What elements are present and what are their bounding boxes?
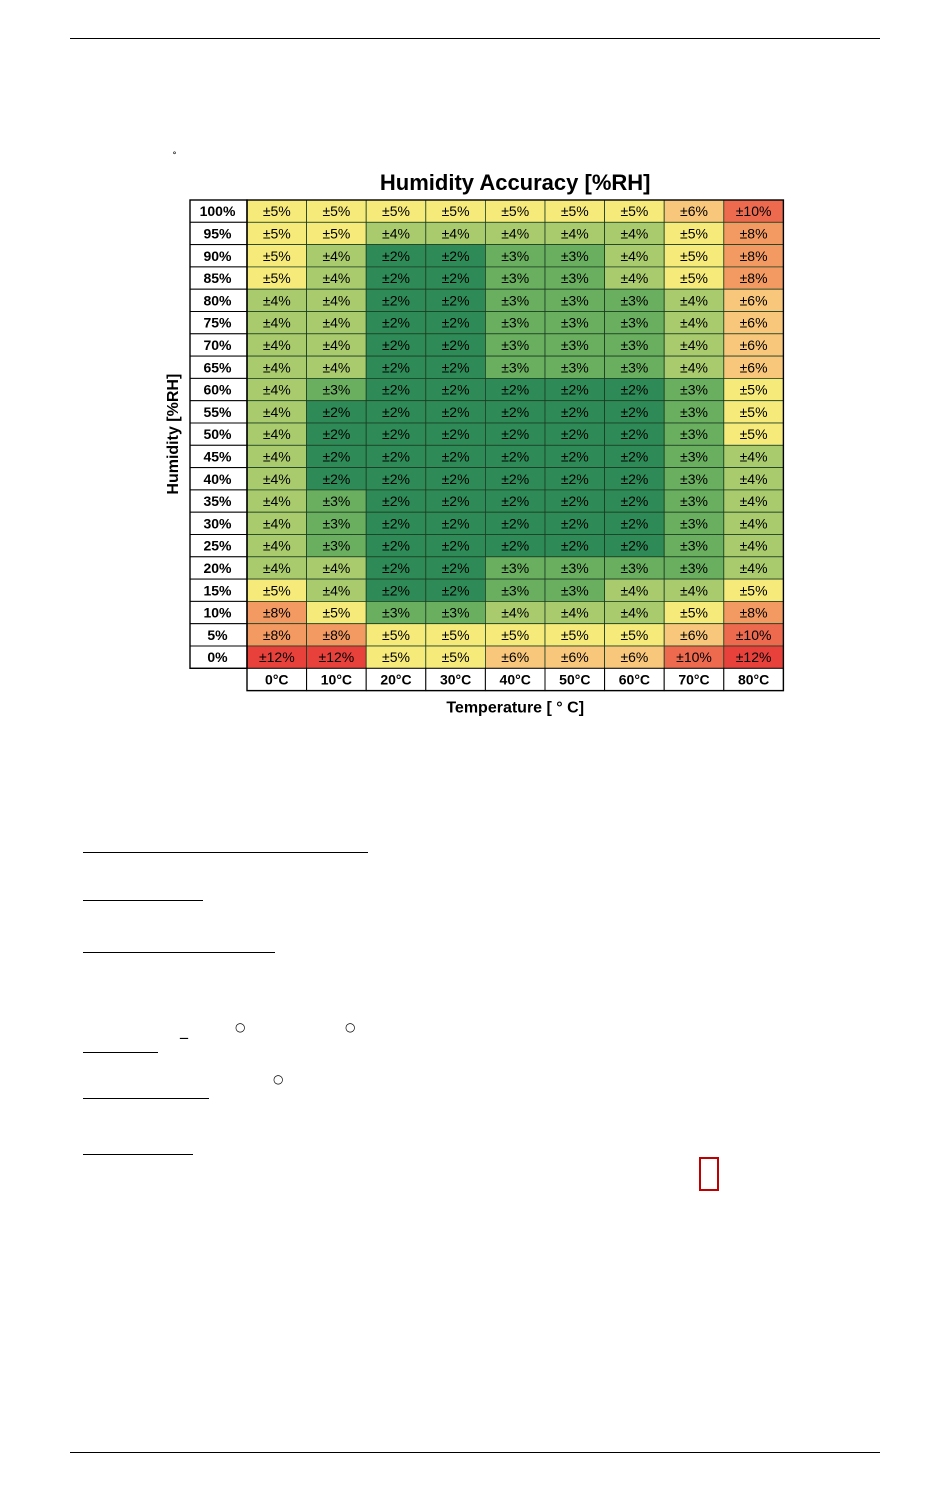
cell-value-label: ±2% <box>441 247 470 264</box>
cell-value-label: ±2% <box>501 381 530 398</box>
cell-value-label: ±3% <box>680 426 708 443</box>
cell-value-label: ±4% <box>262 426 291 443</box>
cell-value-label: ±2% <box>382 292 410 309</box>
y-tick-label: 50% <box>203 426 232 443</box>
cell-value-label: ±5% <box>739 426 768 443</box>
cell-value-label: ±2% <box>620 470 649 487</box>
cell-value-label: ±4% <box>322 582 351 599</box>
cell-value-label: ±4% <box>501 604 530 621</box>
cell-value-label: ±8% <box>739 247 768 264</box>
cell-value-label: ±5% <box>680 225 708 242</box>
cell-value-label: ±3% <box>560 582 589 599</box>
y-tick-label: 70% <box>203 336 232 353</box>
cell-value-label: ±4% <box>739 448 768 465</box>
cell-value-label: ±2% <box>441 426 470 443</box>
cell-value-label: ±5% <box>560 626 589 643</box>
underscore-glyph: _ <box>180 1020 188 1039</box>
cell-value-label: ±4% <box>739 559 768 576</box>
cell-value-label: ±5% <box>262 203 291 220</box>
cell-value-label: ±6% <box>739 359 768 376</box>
cell-value-label: ±2% <box>560 515 589 532</box>
blank-line-6 <box>83 1154 193 1155</box>
y-tick-label: 45% <box>203 448 232 465</box>
cell-value-label: ±2% <box>441 470 470 487</box>
blank-line-2 <box>83 900 203 901</box>
cell-value-label: ±6% <box>501 649 530 666</box>
cell-value-label: ±3% <box>680 403 708 420</box>
cell-value-label: ±5% <box>441 626 470 643</box>
degree-glyph-b: ○ <box>345 1020 356 1034</box>
cell-value-label: ±4% <box>739 470 768 487</box>
cell-value-label: ±4% <box>262 292 291 309</box>
y-tick-label: 35% <box>203 493 232 510</box>
cell-value-label: ±4% <box>441 225 470 242</box>
cell-value-label: ±2% <box>441 403 470 420</box>
x-tick-label: 30°C <box>439 671 472 688</box>
blank-line-5 <box>83 1098 209 1099</box>
cell-value-label: ±6% <box>680 626 708 643</box>
cell-value-label: ±5% <box>262 247 291 264</box>
cell-value-label: ±5% <box>382 203 410 220</box>
heatmap-svg <box>150 160 800 730</box>
cell-value-label: ±4% <box>382 225 410 242</box>
cell-value-label: ±2% <box>382 247 410 264</box>
cell-value-label: ±3% <box>560 247 589 264</box>
cell-value-label: ±3% <box>680 559 708 576</box>
x-tick-label: 70°C <box>678 671 710 688</box>
cell-value-label: ±2% <box>382 515 410 532</box>
cell-value-label: ±5% <box>680 247 708 264</box>
cell-value-label: ±4% <box>680 359 708 376</box>
x-tick-label: 0°C <box>265 671 289 688</box>
cell-value-label: ±2% <box>322 403 351 420</box>
y-tick-label: 65% <box>203 359 232 376</box>
cell-value-label: ±2% <box>501 493 530 510</box>
x-tick-label: 60°C <box>618 671 651 688</box>
y-tick-label: 60% <box>203 381 232 398</box>
humidity-accuracy-chart <box>150 160 800 730</box>
cell-value-label: ±4% <box>262 537 291 554</box>
cell-value-label: ±3% <box>620 559 649 576</box>
cell-value-label: ±3% <box>322 381 351 398</box>
cell-value-label: ±3% <box>620 314 649 331</box>
cell-value-label: ±4% <box>262 336 291 353</box>
cell-value-label: ±3% <box>680 381 708 398</box>
cell-value-label: ±2% <box>620 493 649 510</box>
cell-value-label: ±2% <box>441 359 470 376</box>
cell-value-label: ±2% <box>560 381 589 398</box>
cell-value-label: ±4% <box>739 515 768 532</box>
cell-value-label: ±8% <box>739 604 768 621</box>
cell-value-label: ±3% <box>501 314 530 331</box>
cell-value-label: ±5% <box>262 225 291 242</box>
cell-value-label: ±4% <box>739 493 768 510</box>
cell-value-label: ±4% <box>262 515 291 532</box>
missing-glyph-icon <box>699 1157 719 1191</box>
cell-value-label: ±2% <box>382 448 410 465</box>
cell-value-label: ±12% <box>258 649 295 666</box>
cell-value-label: ±2% <box>382 426 410 443</box>
cell-value-label: ±2% <box>382 559 410 576</box>
cell-value-label: ±4% <box>620 604 649 621</box>
cell-value-label: ±6% <box>560 649 589 666</box>
cell-value-label: ±5% <box>739 582 768 599</box>
cell-value-label: ±3% <box>441 604 470 621</box>
cell-value-label: ±2% <box>501 515 530 532</box>
cell-value-label: ±2% <box>382 381 410 398</box>
cell-value-label: ±2% <box>382 270 410 287</box>
cell-value-label: ±8% <box>322 626 351 643</box>
x-tick-label: 20°C <box>380 671 412 688</box>
blank-line-4 <box>83 1052 158 1053</box>
cell-value-label: ±5% <box>262 582 291 599</box>
cell-value-label: ±3% <box>322 537 351 554</box>
cell-value-label: ±4% <box>262 381 291 398</box>
cell-value-label: ±5% <box>322 225 351 242</box>
y-tick-label: 25% <box>203 537 232 554</box>
cell-value-label: ±4% <box>620 270 649 287</box>
cell-value-label: ±2% <box>441 292 470 309</box>
cell-value-label: ±2% <box>501 537 530 554</box>
y-tick-label: 40% <box>203 470 232 487</box>
cell-value-label: ±2% <box>441 537 470 554</box>
cell-value-label: ±4% <box>680 336 708 353</box>
cell-value-label: ±2% <box>382 314 410 331</box>
cell-value-label: ±2% <box>560 426 589 443</box>
cell-value-label: ±6% <box>620 649 649 666</box>
cell-value-label: ±3% <box>620 336 649 353</box>
cell-value-label: ±4% <box>262 470 291 487</box>
cell-value-label: ±3% <box>501 336 530 353</box>
cell-value-label: ±2% <box>441 493 470 510</box>
cell-value-label: ±2% <box>382 359 410 376</box>
cell-value-label: ±2% <box>501 426 530 443</box>
small-mark: ˚ <box>172 152 177 163</box>
cell-value-label: ±4% <box>560 225 589 242</box>
cell-value-label: ±4% <box>262 403 291 420</box>
cell-value-label: ±4% <box>680 582 708 599</box>
cell-value-label: ±3% <box>560 292 589 309</box>
cell-value-label: ±2% <box>441 559 470 576</box>
cell-value-label: ±4% <box>620 247 649 264</box>
cell-value-label: ±2% <box>620 403 649 420</box>
cell-value-label: ±2% <box>620 515 649 532</box>
top-rule <box>70 38 880 39</box>
cell-value-label: ±3% <box>322 515 351 532</box>
cell-value-label: ±2% <box>441 336 470 353</box>
cell-value-label: ±5% <box>262 270 291 287</box>
x-tick-label: 40°C <box>499 671 531 688</box>
cell-value-label: ±4% <box>322 314 351 331</box>
cell-value-label: ±4% <box>262 493 291 510</box>
cell-value-label: ±2% <box>382 537 410 554</box>
cell-value-label: ±8% <box>262 626 291 643</box>
cell-value-label: ±4% <box>262 448 291 465</box>
cell-value-label: ±4% <box>560 604 589 621</box>
y-tick-label: 55% <box>203 403 232 420</box>
cell-value-label: ±6% <box>680 203 708 220</box>
cell-value-label: ±5% <box>501 626 530 643</box>
cell-value-label: ±2% <box>441 515 470 532</box>
x-axis-label: Temperature [ ° C] <box>446 699 585 717</box>
cell-value-label: ±3% <box>560 359 589 376</box>
cell-value-label: ±6% <box>739 336 768 353</box>
cell-value-label: ±2% <box>501 448 530 465</box>
cell-value-label: ±5% <box>322 604 351 621</box>
cell-value-label: ±2% <box>441 381 470 398</box>
cell-value-label: ±2% <box>441 270 470 287</box>
cell-value-label: ±10% <box>676 649 712 666</box>
cell-value-label: ±5% <box>441 203 470 220</box>
cell-value-label: ±4% <box>620 225 649 242</box>
cell-value-label: ±2% <box>322 470 351 487</box>
cell-value-label: ±2% <box>560 470 589 487</box>
cell-value-label: ±4% <box>501 225 530 242</box>
cell-value-label: ±3% <box>680 537 708 554</box>
cell-value-label: ±12% <box>318 649 355 666</box>
cell-value-label: ±5% <box>441 649 470 666</box>
y-tick-label: 100% <box>199 203 236 220</box>
cell-value-label: ±2% <box>441 582 470 599</box>
y-tick-label: 75% <box>203 314 232 331</box>
y-tick-label: 10% <box>203 604 232 621</box>
cell-value-label: ±3% <box>382 604 410 621</box>
cell-value-label: ±3% <box>560 314 589 331</box>
cell-value-label: ±2% <box>560 493 589 510</box>
cell-value-label: ±5% <box>739 381 768 398</box>
cell-value-label: ±2% <box>620 448 649 465</box>
cell-value-label: ±2% <box>382 470 410 487</box>
cell-value-label: ±4% <box>680 314 708 331</box>
cell-value-label: ±3% <box>680 448 708 465</box>
cell-value-label: ±6% <box>739 292 768 309</box>
cell-value-label: ±5% <box>560 203 589 220</box>
y-axis-label: Humidity [%RH] <box>165 373 182 495</box>
degree-glyph-c: ○ <box>273 1072 284 1086</box>
cell-value-label: ±3% <box>620 292 649 309</box>
cell-value-label: ±2% <box>382 582 410 599</box>
y-tick-label: 20% <box>203 559 232 576</box>
cell-value-label: ±2% <box>322 426 351 443</box>
chart-title: Humidity Accuracy [%RH] <box>379 170 651 195</box>
cell-value-label: ±3% <box>501 559 530 576</box>
y-tick-label: 90% <box>203 247 232 264</box>
y-tick-label: 5% <box>207 626 228 643</box>
cell-value-label: ±3% <box>322 493 351 510</box>
cell-value-label: ±3% <box>501 582 530 599</box>
y-tick-label: 85% <box>203 270 232 287</box>
cell-value-label: ±5% <box>680 270 708 287</box>
blank-line-1 <box>83 852 368 853</box>
y-tick-label: 95% <box>203 225 232 242</box>
cell-value-label: ±2% <box>560 448 589 465</box>
cell-value-label: ±5% <box>620 203 649 220</box>
cell-value-label: ±3% <box>560 559 589 576</box>
cell-value-label: ±8% <box>739 225 768 242</box>
cell-value-label: ±5% <box>501 203 530 220</box>
cell-value-label: ±4% <box>262 559 291 576</box>
cell-value-label: ±3% <box>680 493 708 510</box>
cell-value-label: ±4% <box>262 314 291 331</box>
cell-value-label: ±4% <box>739 537 768 554</box>
y-tick-label: 15% <box>203 582 232 599</box>
cell-value-label: ±2% <box>501 403 530 420</box>
cell-value-label: ±5% <box>680 604 708 621</box>
x-tick-label: 50°C <box>559 671 591 688</box>
cell-value-label: ±4% <box>322 336 351 353</box>
cell-value-label: ±2% <box>441 448 470 465</box>
cell-value-label: ±5% <box>382 649 410 666</box>
cell-value-label: ±2% <box>382 403 410 420</box>
y-tick-label: 0% <box>207 649 228 666</box>
y-tick-label: 30% <box>203 515 232 532</box>
cell-value-label: ±4% <box>322 292 351 309</box>
cell-value-label: ±3% <box>501 292 530 309</box>
cell-value-label: ±2% <box>560 403 589 420</box>
cell-value-label: ±3% <box>680 470 708 487</box>
cell-value-label: ±2% <box>441 314 470 331</box>
cell-value-label: ±3% <box>501 270 530 287</box>
cell-value-label: ±4% <box>322 359 351 376</box>
blank-line-3 <box>83 952 275 953</box>
cell-value-label: ±3% <box>501 247 530 264</box>
cell-value-label: ±4% <box>262 359 291 376</box>
cell-value-label: ±2% <box>382 493 410 510</box>
cell-value-label: ±3% <box>501 359 530 376</box>
cell-value-label: ±2% <box>620 537 649 554</box>
degree-glyph-a: ○ <box>235 1020 246 1034</box>
cell-value-label: ±4% <box>620 582 649 599</box>
cell-value-label: ±4% <box>322 270 351 287</box>
bottom-rule <box>70 1452 880 1453</box>
cell-value-label: ±10% <box>735 203 772 220</box>
cell-value-label: ±2% <box>382 336 410 353</box>
cell-value-label: ±6% <box>739 314 768 331</box>
y-tick-label: 80% <box>203 292 232 309</box>
cell-value-label: ±5% <box>382 626 410 643</box>
cell-value-label: ±3% <box>620 359 649 376</box>
cell-value-label: ±12% <box>735 649 772 666</box>
cell-value-label: ±3% <box>680 515 708 532</box>
x-tick-label: 80°C <box>737 671 770 688</box>
cell-value-label: ±2% <box>560 537 589 554</box>
cell-value-label: ±5% <box>620 626 649 643</box>
cell-value-label: ±5% <box>739 403 768 420</box>
cell-value-label: ±3% <box>560 270 589 287</box>
cell-value-label: ±2% <box>322 448 351 465</box>
cell-value-label: ±2% <box>620 381 649 398</box>
cell-value-label: ±3% <box>560 336 589 353</box>
cell-value-label: ±8% <box>262 604 291 621</box>
cell-value-label: ±5% <box>322 203 351 220</box>
cell-value-label: ±4% <box>322 247 351 264</box>
cell-value-label: ±10% <box>735 626 772 643</box>
cell-value-label: ±4% <box>322 559 351 576</box>
cell-value-label: ±8% <box>739 270 768 287</box>
cell-value-label: ±2% <box>620 426 649 443</box>
cell-value-label: ±4% <box>680 292 708 309</box>
x-tick-label: 10°C <box>320 671 353 688</box>
cell-value-label: ±2% <box>501 470 530 487</box>
